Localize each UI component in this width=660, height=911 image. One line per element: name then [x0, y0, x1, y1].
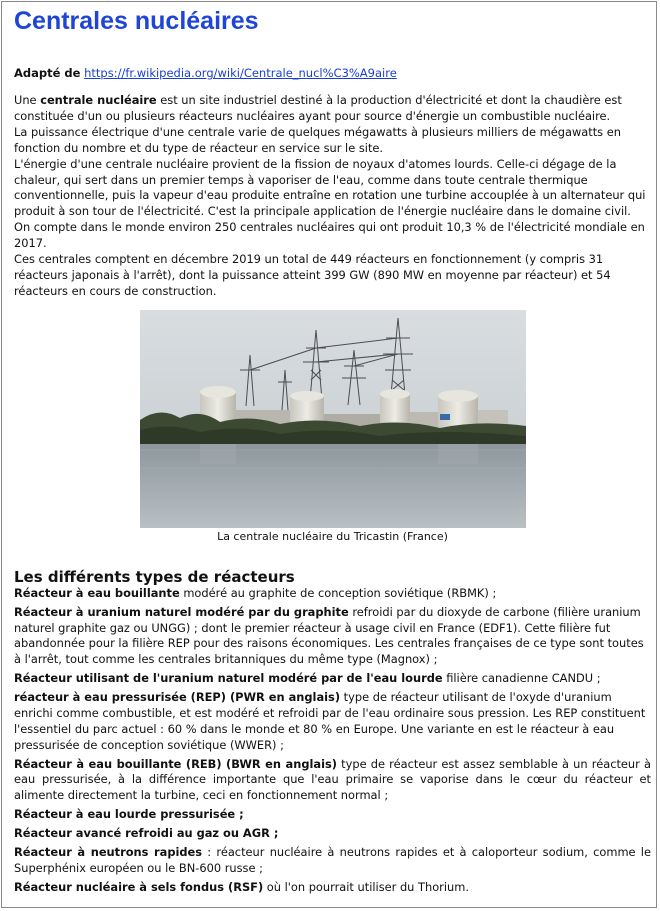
reactor-item: Réacteur à uranium naturel modéré par du graphite refroidi par du dioxyde de carbone (filière uranium naturel graphite gaz ou UNGG) ; dont le premier réacteur à usage civil en France (EDF1). Cette filière fut abandonnée pour la filière REP pour des raisons économiques. Les centrales françaises de ce type sont toutes à l'arrêt, tout comme les centrales britanniques du même type (Magnox) ;	[14, 604, 644, 667]
figure-caption: La centrale nucléaire du Tricastin (France)	[217, 529, 448, 543]
reactor-item: Réacteur à eau bouillante modéré au graphite de conception soviétique (RBMK) ;	[14, 585, 497, 600]
intro-text	[14, 93, 651, 300]
figure	[140, 310, 526, 544]
reactor-types-list	[14, 586, 651, 896]
page-title: Centrales nucléaires	[14, 7, 259, 35]
intro-paragraph-3: L'énergie d'une centrale nucléaire provient de la fission de noyaux d'atomes lourds. Celle-ci dégage de la chaleur, qui sert dans un premier temps à vaporiser de l'eau, comme dans toute centrale thermique conventionnelle, puis la vapeur d'eau produite entraîne en rotation une turbine accouplée à un alternateur qui produit à son tour de l'électricité. C'est la principale application de l'énergie nucléaire dans le domaine civil.	[14, 156, 646, 219]
reactor-item: Réacteur utilisant de l'uranium naturel modéré par de l'eau lourde filière canadienne CANDU ;	[14, 671, 601, 686]
intro-paragraph-5: Ces centrales comptent en décembre 2019 un total de 449 réacteurs en fonctionnement (y compris 31 réacteurs japonais à l'arrêt), dont la puissance atteint 399 GW (890 MW en moyenne par réacteur) et 54 réacteurs en cours de construction.	[14, 252, 611, 298]
reactor-item: Réacteur à neutrons rapides : réacteur nucléaire à neutrons rapides et à caloporteur sodium, comme le Superphénix européen ou le BN-600 russe ;	[14, 845, 651, 875]
reactor-item: Réacteur à eau lourde pressurisée ;	[14, 807, 244, 822]
reactor-item: Réacteur nucléaire à sels fondus (RSF) où l'on pourrait utiliser du Thorium.	[14, 879, 469, 894]
nuclear-plant-photo	[140, 310, 526, 528]
source-line	[14, 65, 651, 81]
source-link[interactable]: https://fr.wikipedia.org/wiki/Centrale_nucl%C3%A9aire	[84, 66, 397, 80]
intro-paragraph-1: Une centrale nucléaire est un site industriel destiné à la production d'électricité et dont la chaudière est constituée d'un ou plusieurs réacteurs nucléaires ayant pour source d'énergie un combustible nucléaire.	[14, 93, 622, 123]
reactor-item: Réacteur avancé refroidi au gaz ou AGR ;	[14, 826, 279, 841]
reactor-item: Réacteur à eau bouillante (REB) (BWR en anglais) type de réacteur est assez semblable à un réacteur à eau pressurisée, à la différence importante que l'eau primaire se vaporise dans le cœur du réacteur et alimente directement la turbine, ceci en fonctionnement normal ;	[14, 756, 651, 803]
reactor-item: réacteur à eau pressurisée (REP) (PWR en anglais) type de réacteur utilisant de l'oxyde d'uranium enrichi comme combustible, et est modéré et refroidi par de l'eau ordinaire sous pression. Les REP constituent l'essentiel du parc actuel : 60 % dans le monde et 80 % en Europe. Une variante en est le réacteur à eau pressurisée de conception soviétique (WWER) ;	[14, 690, 646, 752]
source-label: Adapté de	[14, 66, 81, 80]
section-title: Les différents types de réacteurs	[14, 567, 295, 586]
document-content	[14, 2, 651, 899]
intro-paragraph-2: La puissance électrique d'une centrale varie de quelques mégawatts à plusieurs milliers de mégawatts en fonction du nombre et du type de réacteur en service sur le site.	[14, 124, 621, 155]
intro-paragraph-4: On compte dans le monde environ 250 centrales nucléaires qui ont produit 10,3 % de l'électricité mondiale en 2017.	[14, 220, 645, 251]
